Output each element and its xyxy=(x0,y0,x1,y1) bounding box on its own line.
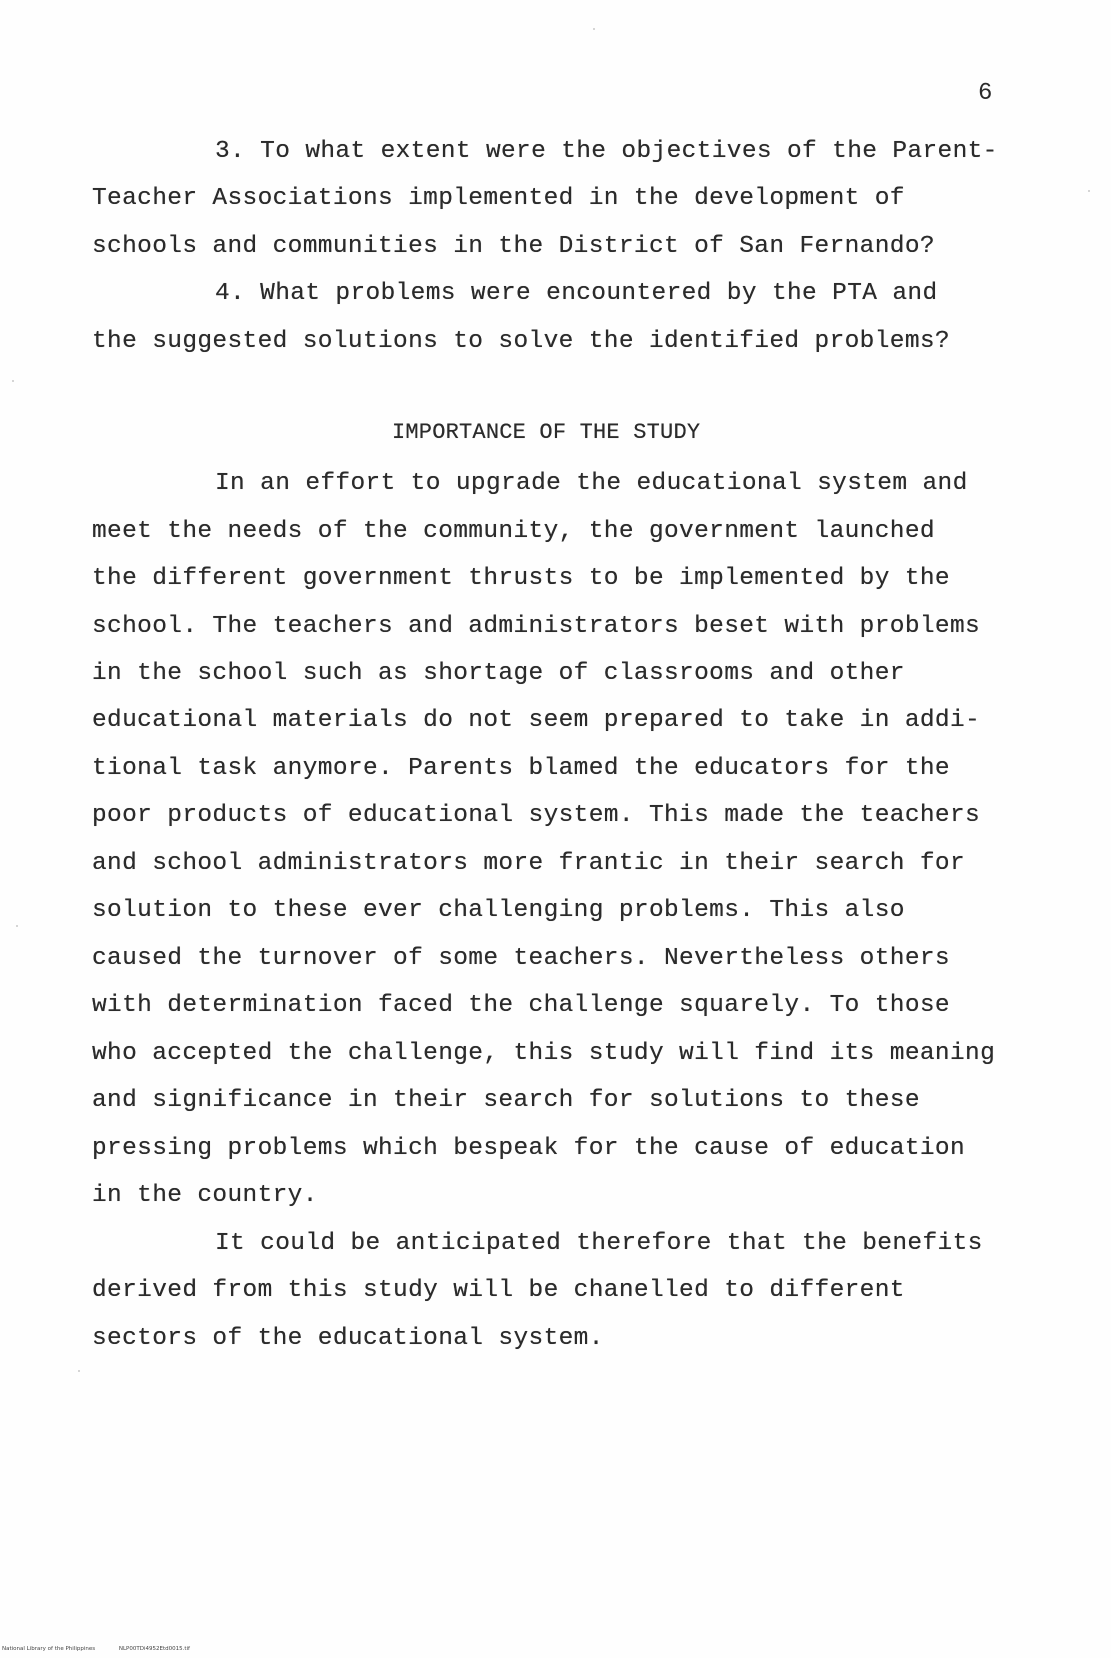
paragraph-1-line-1: In an effort to upgrade the educational system and xyxy=(215,470,968,497)
scan-speck xyxy=(78,1370,80,1372)
paragraph-1-line-13: who accepted the challenge, this study will find its meaning xyxy=(92,1040,996,1067)
paragraph-1-line-2: meet the needs of the community, the government launched xyxy=(92,518,935,545)
scan-speck xyxy=(1088,190,1090,192)
paragraph-1-line-3: the different government thrusts to be implemented by the xyxy=(92,565,950,592)
paragraph-2-line-1: It could be anticipated therefore that the benefits xyxy=(215,1230,983,1257)
paragraph-1-line-7: tional task anymore. Parents blamed the educators for the xyxy=(92,755,950,782)
footer-library: National Library of the Philippines xyxy=(2,1646,96,1652)
section-heading: IMPORTANCE OF THE STUDY xyxy=(392,420,701,445)
question-4-line-1: 4. What problems were encountered by the PTA and xyxy=(215,280,938,307)
paragraph-1-line-11: caused the turnover of some teachers. Nevertheless others xyxy=(92,945,950,972)
paragraph-1-line-16: in the country. xyxy=(92,1182,318,1209)
paragraph-2-line-2: derived from this study will be chanelled to different xyxy=(92,1277,905,1304)
paragraph-1-line-9: and school administrators more frantic in their search for xyxy=(92,850,966,877)
paragraph-1-line-10: solution to these ever challenging problems. This also xyxy=(92,897,905,924)
paragraph-2-line-3: sectors of the educational system. xyxy=(92,1325,604,1352)
question-3-line-2: Teacher Associations implemented in the development of xyxy=(92,185,905,212)
paragraph-1-line-6: educational materials do not seem prepared to take in addi- xyxy=(92,707,981,734)
scan-footer xyxy=(2,1646,212,1652)
scan-speck xyxy=(16,925,18,927)
paragraph-1-line-4: school. The teachers and administrators beset with problems xyxy=(92,613,981,640)
page-number: 6 xyxy=(978,80,993,107)
paragraph-1-line-5: in the school such as shortage of classrooms and other xyxy=(92,660,905,687)
question-4-line-2: the suggested solutions to solve the identified problems? xyxy=(92,328,950,355)
question-3-line-3: schools and communities in the District of San Fernando? xyxy=(92,233,935,260)
scan-speck xyxy=(593,28,595,30)
question-3-line-1: 3. To what extent were the objectives of the Parent- xyxy=(215,138,998,165)
paragraph-1-line-14: and significance in their search for solutions to these xyxy=(92,1087,920,1114)
footer-file-code: NLP00TDi4952Etd0015.tif xyxy=(118,1646,190,1652)
scan-speck xyxy=(12,380,14,382)
paragraph-1-line-8: poor products of educational system. This made the teachers xyxy=(92,802,981,829)
paragraph-1-line-12: with determination faced the challenge squarely. To those xyxy=(92,992,950,1019)
paragraph-1-line-15: pressing problems which bespeak for the cause of education xyxy=(92,1135,966,1162)
